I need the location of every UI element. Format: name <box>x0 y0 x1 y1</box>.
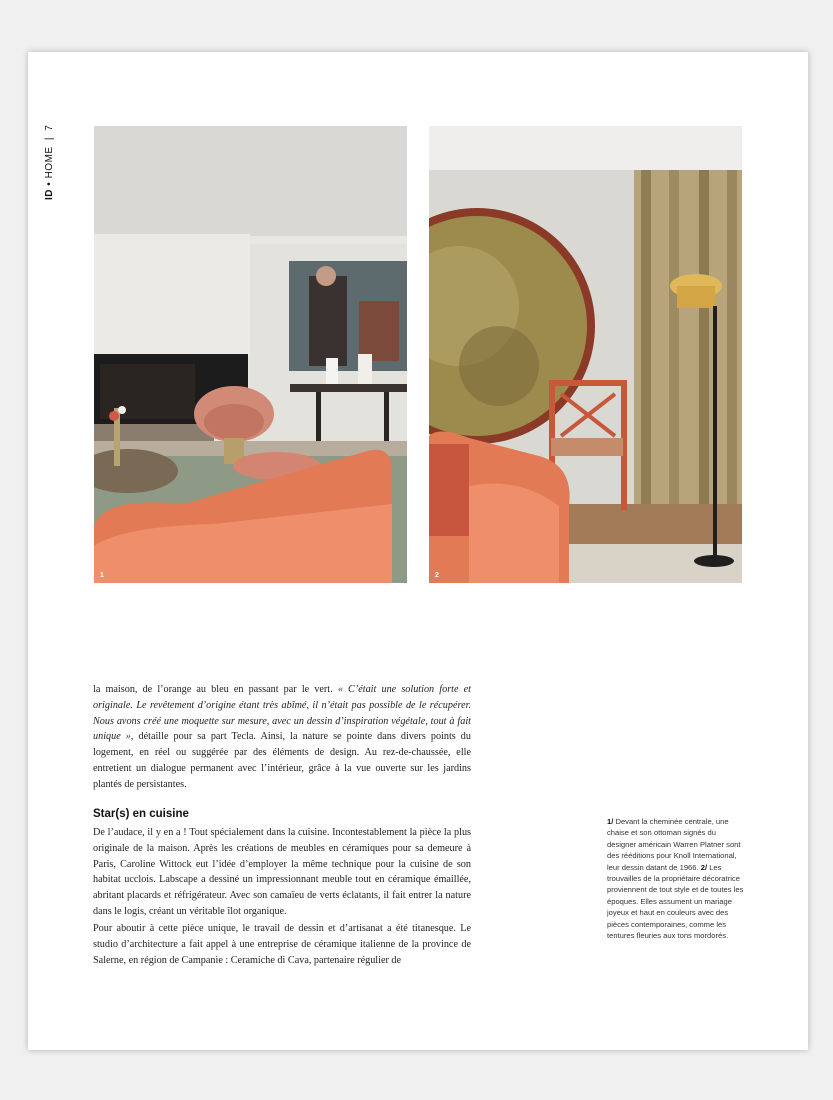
page-folio <box>44 125 55 200</box>
folio-bullet: • <box>44 181 55 186</box>
paragraph-text: Pour aboutir à cette pièce unique, le travail de dessin et d’artisanat a été titanesque. Le studio d’architecture a fait appel à une entreprise de céramique italienne de la province de Salerne, en région de Campanie : Ceramiche di Cava, partenaire régulier de <box>93 923 471 966</box>
article-paragraph <box>93 825 471 920</box>
quote-text: « C’était une solution forte et originale. Le revêtement d’origine étant très abîmé, il n’était pas possible de le récupérer. Nous avons créé une moquette sur mesure, avec un dessin d’inspiration végétale, tout à fait unique » <box>93 684 471 743</box>
living-room-illustration <box>94 126 407 583</box>
folio-page-number: 7 <box>44 124 55 131</box>
folio-section: HOME <box>44 146 55 179</box>
photo-number: 1 <box>100 572 104 579</box>
photo-living-room <box>94 126 407 583</box>
paragraph-text: De l’audace, il y en a ! Tout spécialement dans la cuisine. Incontestablement la pièce la plus originale de la maison. Après les créations de meubles en céramiques pour sa demeure à Paris, Caroline Wittock eut l’idée d’employer la même technique pour la cuisine de son habitat ucclois. Labscape a dessiné un impressionnant meuble tout en céramique émaillée, abritant placards et réfrigérateur. Avec son camaïeu de verts éclatants, il fait entrer la nature dans le logis, créant un véritable îlot organique. <box>93 827 471 917</box>
paragraph-text: la maison, de l’orange au bleu en passant par le vert. <box>93 684 338 695</box>
section-heading: Star(s) en cuisine <box>93 808 189 820</box>
paragraph-text: , détaille pour sa part Tecla. Ainsi, la nature se pointe dans divers points du logement, en réel ou suggérée par des éléments de design. Au rez-de-chaussée, elle entretient un dialogue permanent avec l’intérieur, grâce à la vue ouverte sur les jardins plantés de persistantes. <box>93 731 471 790</box>
folio-divider: | <box>44 137 55 141</box>
article-paragraph <box>93 921 471 968</box>
photo-caption <box>607 816 745 941</box>
article-paragraph <box>93 682 471 793</box>
caption-text: Devant la cheminée centrale, une chaise et son ottoman signés du designer américain Warren Platner sont des rééditions pour Knoll International, leur dessin datant de 1966. <box>607 817 741 872</box>
photo-number: 2 <box>435 572 439 579</box>
caption-text: Les trouvailles de la propriétaire décoratrice proviennent de tout style et de toutes les époques. Elles assument un mariage joyeux et haut en couleurs avec des pièces contemporaines, comme les tentures fleuries aux tons mordorés. <box>607 862 744 941</box>
photo-corner <box>429 126 742 583</box>
caption-number: 2/ <box>700 862 708 872</box>
folio-brand: ID <box>44 189 55 200</box>
caption-number: 1/ <box>607 817 614 826</box>
corner-illustration <box>429 126 742 583</box>
